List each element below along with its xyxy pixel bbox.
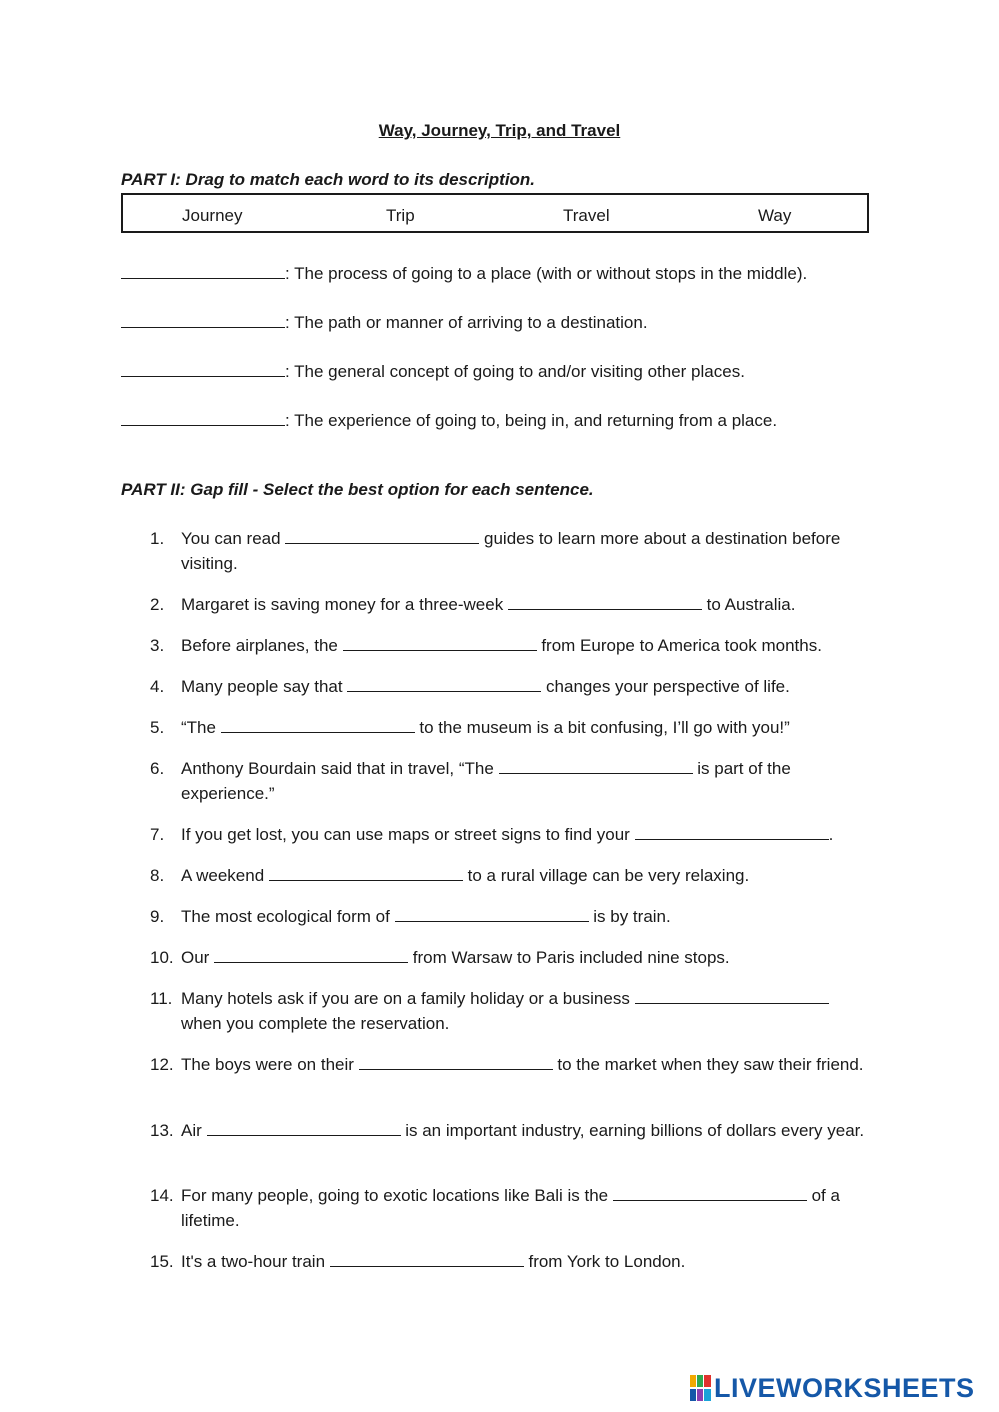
question-number: 3. [150,636,165,655]
match-drop-blank[interactable] [121,408,285,426]
liveworksheets-logo-icon [690,1375,712,1401]
question-number: 5. [150,718,165,737]
gap-select[interactable] [330,1250,524,1267]
gap-select[interactable] [285,527,479,544]
question-after: changes your perspective of life. [541,677,790,696]
liveworksheets-logo-text: LIVEWORKSHEETS [714,1372,975,1403]
question-text [181,863,871,888]
question-number: 14. [150,1186,174,1205]
question-before: For many people, going to exotic locations like Bali is the [181,1186,613,1205]
question-before: Air [181,1121,207,1140]
question-number: 1. [150,529,165,548]
question-before: A weekend [181,866,269,885]
question-before: Many hotels ask if you are on a family holiday or a business [181,989,635,1008]
question-before: Our [181,948,215,967]
question-text [181,1118,871,1143]
question-text [181,526,871,576]
question-after: of a lifetime. [181,1186,840,1230]
question-before: Before airplanes, the [181,636,343,655]
word-bank [121,193,869,233]
question-number: 4. [150,677,165,696]
liveworksheets-logo [690,1373,975,1403]
match-item [121,261,807,284]
gap-select[interactable] [269,864,463,881]
gap-select[interactable] [347,675,541,692]
question-before: If you get lost, you can use maps or street signs to find your [181,825,635,844]
match-description: : The path or manner of arriving to a destination. [285,313,648,332]
match-drop-blank[interactable] [121,310,285,328]
gap-select[interactable] [613,1184,807,1201]
match-description: : The experience of going to, being in, and returning from a place. [285,411,778,430]
match-description: : The process of going to a place (with or without stops in the middle). [285,264,808,283]
question-after: to Australia. [701,595,796,614]
question-text [181,674,871,699]
question-text [181,986,871,1036]
question-number: 15. [150,1252,174,1271]
gap-select[interactable] [343,634,537,651]
match-drop-blank[interactable] [121,359,285,377]
question-text [181,822,871,847]
question-before: It's a two-hour train [181,1252,330,1271]
question-number: 7. [150,825,165,844]
question-after: from Europe to America took months. [536,636,822,655]
question-text [181,1052,871,1077]
question-after: is part of the experience.” [181,759,791,803]
question-after: to the museum is a bit confusing, I’ll go with you!” [414,718,790,737]
question-before: Anthony Bourdain said that in travel, “The [181,759,499,778]
gap-select[interactable] [359,1053,553,1070]
question-after: to a rural village can be very relaxing. [462,866,750,885]
question-before: Many people say that [181,677,348,696]
question-before: The boys were on their [181,1055,359,1074]
match-drop-blank[interactable] [121,261,285,279]
part1-heading: PART I: Drag to match each word to its description. [121,170,536,189]
question-number: 11. [150,989,173,1008]
word-trip[interactable]: Trip [386,206,415,225]
gap-select[interactable] [395,905,589,922]
worksheet-title: Way, Journey, Trip, and Travel [378,121,621,140]
gap-select[interactable] [635,823,829,840]
match-item [121,359,745,382]
question-after: guides to learn more about a destination before visiting. [181,529,841,573]
word-way[interactable]: Way [758,206,792,225]
gap-select[interactable] [635,987,829,1004]
question-number: 12. [150,1055,174,1074]
gap-select[interactable] [207,1119,401,1136]
match-description: : The general concept of going to and/or visiting other places. [285,362,745,381]
word-travel[interactable]: Travel [563,206,610,225]
question-after: from Warsaw to Paris included nine stops. [408,948,730,967]
question-after: to the market when they saw their friend. [552,1055,864,1074]
word-journey[interactable]: Journey [182,206,243,225]
question-text [181,715,871,740]
question-number: 6. [150,759,165,778]
match-item [121,408,777,431]
question-text [181,945,871,970]
gap-select[interactable] [221,716,415,733]
question-text [181,1183,871,1233]
question-text [181,633,871,658]
gap-select[interactable] [214,946,408,963]
question-before: You can read [181,529,286,548]
question-after: from York to London. [523,1252,686,1271]
question-text [181,592,871,617]
question-after: . [828,825,834,844]
question-text [181,756,871,806]
question-number: 10. [150,948,174,967]
question-number: 13. [150,1121,174,1140]
match-item [121,310,648,333]
question-after: is by train. [588,907,671,926]
question-number: 9. [150,907,165,926]
question-after: when you complete the reservation. [181,1014,450,1033]
question-number: 8. [150,866,165,885]
gap-select[interactable] [508,593,702,610]
question-number: 2. [150,595,165,614]
part2-heading: PART II: Gap fill - Select the best option for each sentence. [121,480,594,499]
question-after: is an important industry, earning billions of dollars every year. [400,1121,865,1140]
question-text [181,904,871,929]
question-before: Margaret is saving money for a three-week [181,595,508,614]
question-before: The most ecological form of [181,907,395,926]
gap-select[interactable] [499,757,693,774]
question-before: “The [181,718,221,737]
question-text [181,1249,871,1274]
